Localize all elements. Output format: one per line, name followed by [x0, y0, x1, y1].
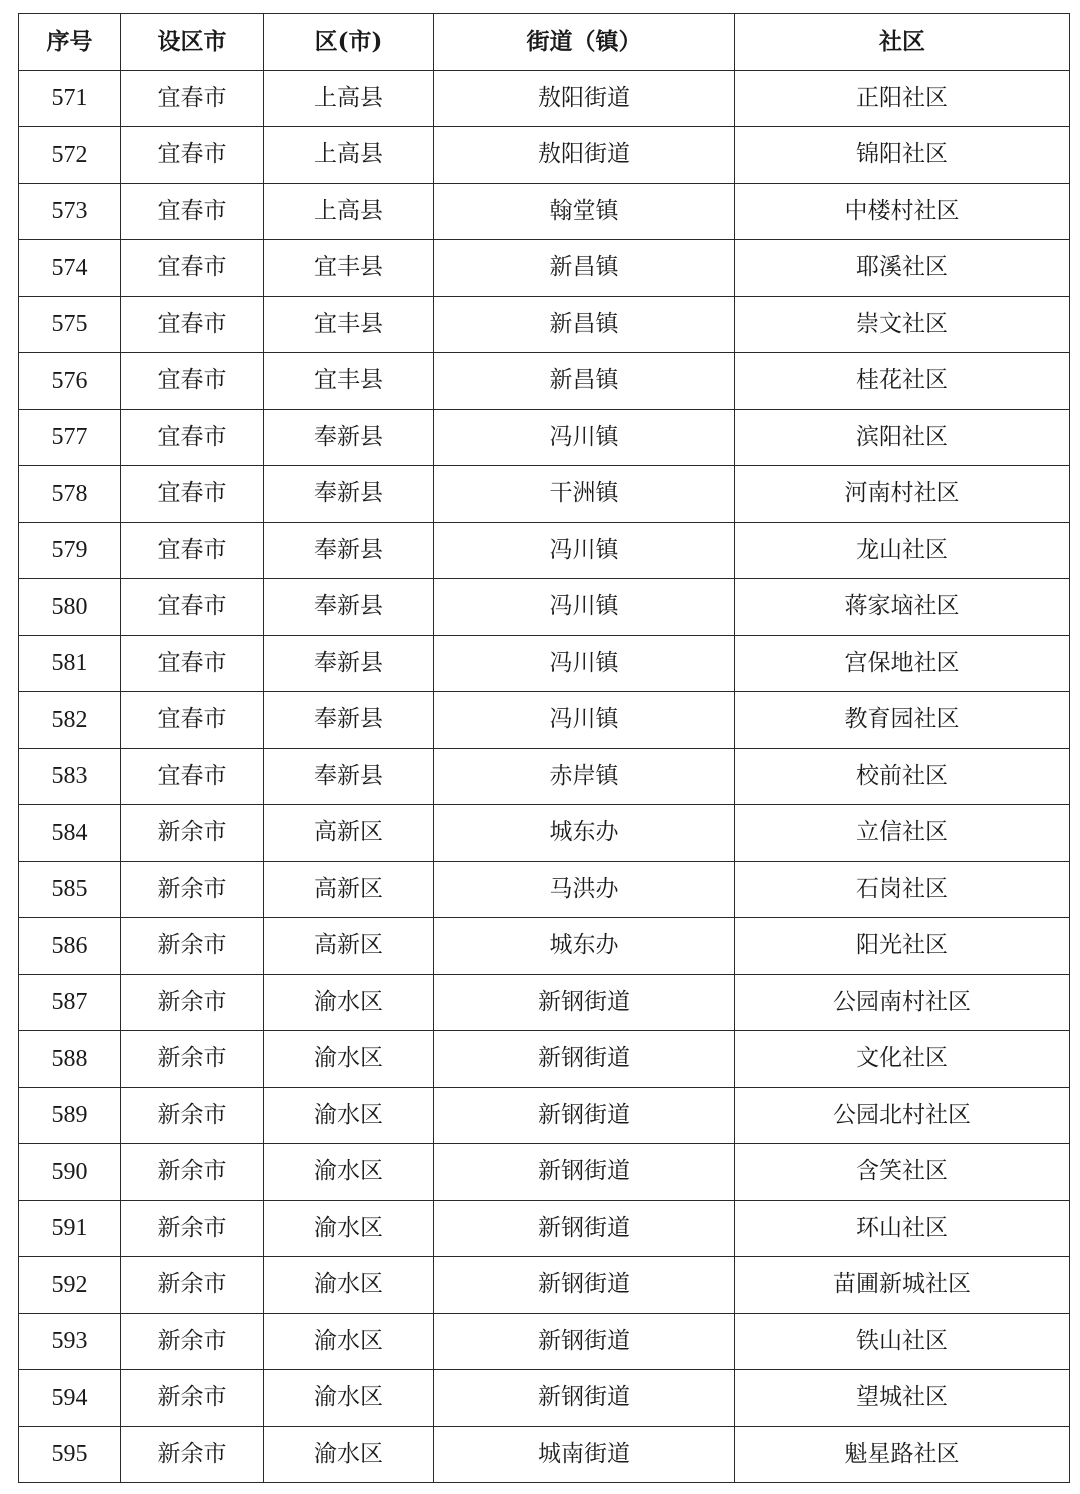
cell-district: 奉新县: [264, 635, 434, 692]
cell-street: 新昌镇: [434, 240, 735, 297]
cell-district: 渝水区: [264, 974, 434, 1031]
cell-index: 590: [19, 1144, 121, 1201]
cell-community: 苗圃新城社区: [735, 1257, 1070, 1314]
cell-community: 桂花社区: [735, 353, 1070, 410]
cell-district: 奉新县: [264, 692, 434, 749]
cell-city: 宜春市: [121, 409, 264, 466]
cell-district: 渝水区: [264, 1426, 434, 1483]
table-row: [19, 861, 1070, 918]
cell-community: 河南村社区: [735, 466, 1070, 523]
cell-index: 593: [19, 1313, 121, 1370]
cell-city: 宜春市: [121, 748, 264, 805]
cell-community: 石岗社区: [735, 861, 1070, 918]
cell-index: 594: [19, 1370, 121, 1427]
cell-street: 城南街道: [434, 1426, 735, 1483]
cell-community: 锦阳社区: [735, 127, 1070, 184]
cell-city: 宜春市: [121, 353, 264, 410]
table-row: [19, 183, 1070, 240]
cell-city: 宜春市: [121, 522, 264, 579]
table-row: [19, 1087, 1070, 1144]
cell-index: 578: [19, 466, 121, 523]
cell-index: 580: [19, 579, 121, 636]
cell-street: 新钢街道: [434, 1370, 735, 1427]
cell-city: 宜春市: [121, 466, 264, 523]
cell-street: 城东办: [434, 918, 735, 975]
cell-street: 新钢街道: [434, 1031, 735, 1088]
table-row: [19, 805, 1070, 862]
header-city: 设区市: [121, 14, 264, 71]
cell-community: 龙山社区: [735, 522, 1070, 579]
table-row: [19, 353, 1070, 410]
cell-community: 蒋家垴社区: [735, 579, 1070, 636]
cell-community: 耶溪社区: [735, 240, 1070, 297]
cell-street: 翰堂镇: [434, 183, 735, 240]
cell-city: 宜春市: [121, 692, 264, 749]
table-row: [19, 635, 1070, 692]
cell-index: 583: [19, 748, 121, 805]
cell-district: 奉新县: [264, 522, 434, 579]
cell-community: 立信社区: [735, 805, 1070, 862]
cell-district: 奉新县: [264, 579, 434, 636]
cell-street: 马洪办: [434, 861, 735, 918]
cell-district: 宜丰县: [264, 240, 434, 297]
cell-index: 592: [19, 1257, 121, 1314]
cell-district: 渝水区: [264, 1144, 434, 1201]
cell-district: 渝水区: [264, 1313, 434, 1370]
cell-community: 崇文社区: [735, 296, 1070, 353]
table-row: [19, 918, 1070, 975]
table-row: [19, 579, 1070, 636]
cell-street: 冯川镇: [434, 692, 735, 749]
cell-city: 新余市: [121, 1144, 264, 1201]
table-row: [19, 1257, 1070, 1314]
cell-community: 正阳社区: [735, 70, 1070, 127]
cell-street: 新钢街道: [434, 974, 735, 1031]
cell-city: 新余市: [121, 1087, 264, 1144]
cell-city: 新余市: [121, 918, 264, 975]
cell-index: 573: [19, 183, 121, 240]
table-row: [19, 1031, 1070, 1088]
cell-city: 新余市: [121, 1200, 264, 1257]
cell-street: 新昌镇: [434, 296, 735, 353]
cell-city: 新余市: [121, 1257, 264, 1314]
cell-street: 干洲镇: [434, 466, 735, 523]
cell-street: 新钢街道: [434, 1200, 735, 1257]
cell-index: 572: [19, 127, 121, 184]
table-row: [19, 1144, 1070, 1201]
community-table: [18, 13, 1070, 1483]
cell-index: 584: [19, 805, 121, 862]
cell-city: 新余市: [121, 974, 264, 1031]
cell-district: 高新区: [264, 918, 434, 975]
table-header-row: [19, 14, 1070, 71]
cell-district: 奉新县: [264, 409, 434, 466]
cell-community: 魁星路社区: [735, 1426, 1070, 1483]
table-body: [19, 70, 1070, 1483]
cell-index: 581: [19, 635, 121, 692]
cell-district: 渝水区: [264, 1031, 434, 1088]
cell-index: 587: [19, 974, 121, 1031]
table-row: [19, 127, 1070, 184]
table-row: [19, 1200, 1070, 1257]
header-community: 社区: [735, 14, 1070, 71]
cell-street: 新钢街道: [434, 1313, 735, 1370]
cell-index: 588: [19, 1031, 121, 1088]
cell-index: 591: [19, 1200, 121, 1257]
table-row: [19, 1313, 1070, 1370]
cell-street: 冯川镇: [434, 522, 735, 579]
cell-district: 上高县: [264, 70, 434, 127]
cell-street: 新钢街道: [434, 1144, 735, 1201]
table-row: [19, 522, 1070, 579]
table-row: [19, 409, 1070, 466]
cell-street: 城东办: [434, 805, 735, 862]
table-row: [19, 974, 1070, 1031]
cell-index: 582: [19, 692, 121, 749]
cell-index: 571: [19, 70, 121, 127]
cell-street: 新钢街道: [434, 1087, 735, 1144]
cell-district: 高新区: [264, 861, 434, 918]
cell-district: 奉新县: [264, 466, 434, 523]
cell-district: 渝水区: [264, 1087, 434, 1144]
cell-index: 579: [19, 522, 121, 579]
cell-city: 宜春市: [121, 240, 264, 297]
cell-district: 上高县: [264, 127, 434, 184]
cell-community: 含笑社区: [735, 1144, 1070, 1201]
cell-index: 576: [19, 353, 121, 410]
cell-city: 新余市: [121, 805, 264, 862]
cell-city: 宜春市: [121, 579, 264, 636]
cell-street: 冯川镇: [434, 409, 735, 466]
header-district: 区(市): [264, 14, 434, 71]
cell-city: 宜春市: [121, 183, 264, 240]
cell-city: 宜春市: [121, 296, 264, 353]
cell-community: 公园北村社区: [735, 1087, 1070, 1144]
cell-community: 阳光社区: [735, 918, 1070, 975]
cell-district: 高新区: [264, 805, 434, 862]
cell-index: 574: [19, 240, 121, 297]
cell-city: 新余市: [121, 861, 264, 918]
cell-city: 新余市: [121, 1313, 264, 1370]
cell-community: 滨阳社区: [735, 409, 1070, 466]
cell-street: 新钢街道: [434, 1257, 735, 1314]
cell-district: 渝水区: [264, 1257, 434, 1314]
cell-community: 教育园社区: [735, 692, 1070, 749]
cell-street: 冯川镇: [434, 579, 735, 636]
cell-index: 577: [19, 409, 121, 466]
cell-index: 575: [19, 296, 121, 353]
cell-index: 595: [19, 1426, 121, 1483]
cell-index: 586: [19, 918, 121, 975]
cell-community: 宫保地社区: [735, 635, 1070, 692]
table-row: [19, 1426, 1070, 1483]
cell-city: 宜春市: [121, 127, 264, 184]
cell-district: 渝水区: [264, 1200, 434, 1257]
table-row: [19, 296, 1070, 353]
cell-index: 585: [19, 861, 121, 918]
cell-community: 中楼村社区: [735, 183, 1070, 240]
cell-street: 新昌镇: [434, 353, 735, 410]
cell-district: 奉新县: [264, 748, 434, 805]
table-row: [19, 692, 1070, 749]
cell-community: 文化社区: [735, 1031, 1070, 1088]
cell-district: 渝水区: [264, 1370, 434, 1427]
cell-community: 公园南村社区: [735, 974, 1070, 1031]
cell-community: 校前社区: [735, 748, 1070, 805]
header-index: 序号: [19, 14, 121, 71]
cell-street: 赤岸镇: [434, 748, 735, 805]
cell-district: 上高县: [264, 183, 434, 240]
table-row: [19, 466, 1070, 523]
header-street: 街道（镇）: [434, 14, 735, 71]
cell-district: 宜丰县: [264, 296, 434, 353]
cell-index: 589: [19, 1087, 121, 1144]
cell-street: 敖阳街道: [434, 70, 735, 127]
table-row: [19, 240, 1070, 297]
cell-city: 宜春市: [121, 635, 264, 692]
cell-city: 新余市: [121, 1031, 264, 1088]
table-row: [19, 1370, 1070, 1427]
cell-city: 新余市: [121, 1370, 264, 1427]
cell-district: 宜丰县: [264, 353, 434, 410]
cell-community: 铁山社区: [735, 1313, 1070, 1370]
cell-community: 环山社区: [735, 1200, 1070, 1257]
cell-street: 敖阳街道: [434, 127, 735, 184]
cell-city: 新余市: [121, 1426, 264, 1483]
cell-city: 宜春市: [121, 70, 264, 127]
table-row: [19, 70, 1070, 127]
cell-community: 望城社区: [735, 1370, 1070, 1427]
table-row: [19, 748, 1070, 805]
cell-street: 冯川镇: [434, 635, 735, 692]
